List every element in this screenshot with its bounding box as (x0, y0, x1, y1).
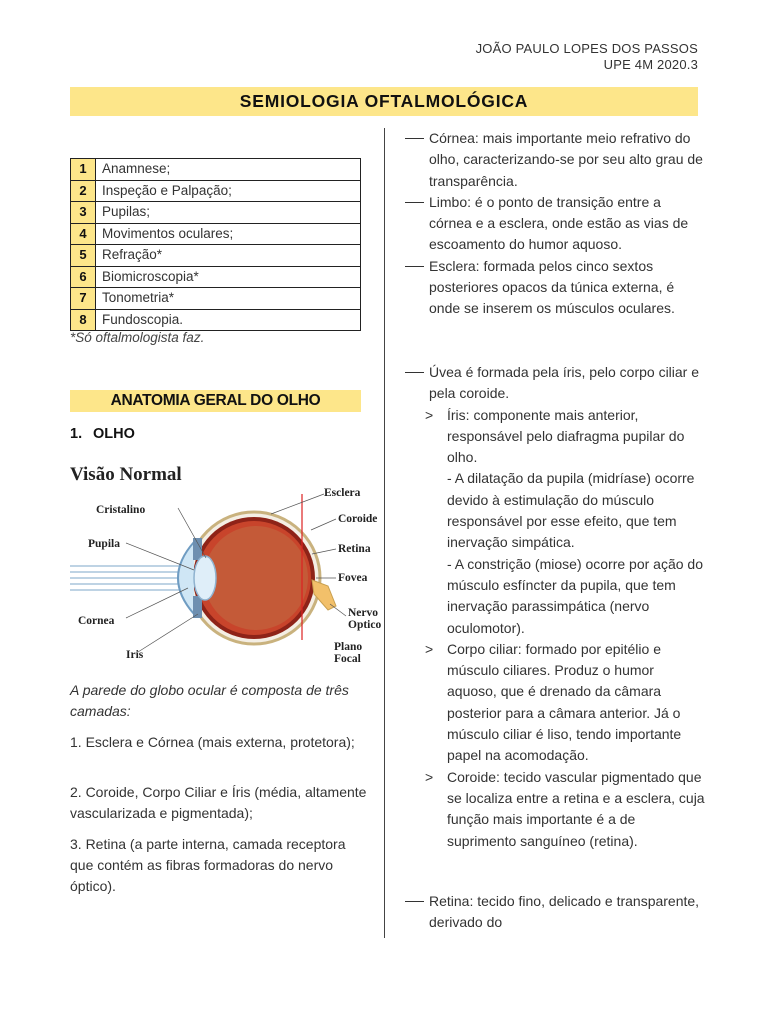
topic-row (71, 245, 361, 267)
page-header (476, 41, 698, 73)
topic-label: Inspeção e Palpação; (96, 180, 361, 202)
esclera-text: Esclera: formada pelos cinco sextos posteriores opacos da túnica externa, é onde se inserem os músculos oculares. (429, 257, 675, 317)
topic-number: 2 (71, 180, 96, 202)
label-plano: Plano (334, 641, 363, 653)
limbo-text: Limbo: é o ponto de transição entre a córnea e a esclera, onde estão as vias de escoamento do humor aquoso. (429, 193, 689, 253)
label-pupila: Pupila (88, 538, 120, 550)
column-divider (384, 128, 385, 938)
item-iris (405, 405, 705, 469)
cornea-shape (178, 542, 194, 614)
subsection-title: OLHO (93, 426, 135, 442)
uvea-text: Úvea é formada pela íris, pelo corpo ciliar e pela coroide. (429, 364, 700, 402)
topic-number: 8 (71, 309, 96, 331)
topics-note: *Só oftalmologista faz. (70, 330, 205, 345)
retina-text: Retina: tecido fino, delicado e transparente, derivado do (429, 893, 700, 931)
label-focal: Focal (334, 653, 361, 665)
item-limbo (405, 192, 705, 256)
topic-label: Refração* (96, 245, 361, 267)
item-cornea (405, 128, 705, 192)
item-retina (405, 891, 705, 934)
iris-dilation: - A dilatação da pupila (midríase) ocorre devido à estimulação do músculo responsável por esse efeito, que tem inervação simpática. (447, 470, 695, 551)
arrow-bullet-icon: > (425, 768, 434, 785)
eye-anatomy-figure (66, 458, 382, 670)
label-esclera: Esclera (324, 487, 361, 499)
item-uvea (405, 362, 705, 405)
subsection-number: 1. (70, 426, 83, 442)
section-bar (70, 390, 361, 412)
label-nervo: Nervo (348, 607, 379, 619)
coroide-text: Coroide: tecido vascular pigmentado que se localiza entre a retina e a esclera, cuja função mais importante é a de suprimento sanguíneo (retina). (447, 768, 705, 849)
topic-number: 5 (71, 245, 96, 267)
topic-number: 1 (71, 159, 96, 181)
subsection-heading (70, 426, 135, 442)
arrow-bullet-icon: > (425, 406, 434, 423)
topic-number: 6 (71, 266, 96, 288)
topic-row (71, 266, 361, 288)
section-title: ANATOMIA GERAL DO OLHO (110, 392, 321, 409)
item-esclera (405, 256, 705, 320)
label-cornea: Cornea (78, 615, 115, 627)
arrow-bullet-icon: > (425, 640, 434, 657)
iris-constriction: - A constrição (miose) ocorre por ação do músculo esfíncter da pupila, que tem inervação parassimpática (nervo oculomotor). (447, 555, 704, 636)
topic-number: 3 (71, 202, 96, 224)
topic-label: Anamnese; (96, 159, 361, 181)
item-coroide (405, 767, 705, 852)
author-name: JOÃO PAULO LOPES DOS PASSOS (475, 41, 698, 56)
topic-label: Tonometria* (96, 288, 361, 310)
label-coroide: Coroide (338, 513, 378, 525)
layers-intro: A parede do globo ocular é composta de três camadas: (70, 682, 349, 719)
layer-3-text: 3. Retina (a parte interna, camada receptora que contém as fibras formadoras do nervo óptico). (70, 836, 346, 894)
dash-marker (405, 266, 424, 267)
vitreous-shape (204, 526, 308, 630)
topic-label: Pupilas; (96, 202, 361, 224)
right-block-2 (405, 362, 705, 852)
layer-2-text: 2. Coroide, Corpo Ciliar e Íris (média, altamente vascularizada e pigmentada); (70, 784, 367, 821)
iris-text: Íris: componente mais anterior, responsável pelo diafragma pupilar do olho. (447, 406, 685, 466)
topic-row (71, 159, 361, 181)
label-optico: Optico (348, 619, 382, 631)
topic-row (71, 309, 361, 331)
layer-1-text: 1. Esclera e Córnea (mais externa, protetora); (70, 734, 355, 750)
course-code: UPE 4M 2020.3 (603, 57, 698, 72)
right-block-1 (405, 128, 705, 320)
topic-label: Biomicroscopia* (96, 266, 361, 288)
topic-row (71, 288, 361, 310)
topic-number: 4 (71, 223, 96, 245)
topic-number: 7 (71, 288, 96, 310)
page-title: SEMIOLOGIA OFTALMOLÓGICA (239, 91, 529, 111)
dash-marker (405, 202, 424, 203)
right-block-3 (405, 891, 705, 934)
dash-marker (405, 901, 424, 902)
dash-marker (405, 138, 424, 139)
cornea-text: Córnea: mais importante meio refrativo do olho, caracterizando-se por seu alto grau de transparência. (429, 130, 703, 189)
item-corpo-ciliar (405, 639, 705, 767)
label-iris: Iris (126, 649, 144, 661)
topic-row (71, 223, 361, 245)
lens-shape (194, 556, 216, 600)
figure-title: Visão Normal (70, 464, 182, 485)
topic-label: Movimentos oculares; (96, 223, 361, 245)
label-retina: Retina (338, 543, 371, 555)
topic-row (71, 202, 361, 224)
topic-label: Fundoscopia. (96, 309, 361, 331)
dash-marker (405, 372, 424, 373)
label-fovea: Fovea (338, 572, 368, 584)
topics-table (70, 158, 361, 331)
topic-row (71, 180, 361, 202)
title-bar (70, 87, 698, 116)
label-cristalino: Cristalino (96, 504, 146, 516)
corpo-ciliar-text: Corpo ciliar: formado por epitélio e músculo ciliares. Produz o humor aquoso, que é drenado da câmara posterior para a câmara anterior. Já o músculo ciliar é liso, tendo importante papel na acomodação. (447, 640, 682, 764)
